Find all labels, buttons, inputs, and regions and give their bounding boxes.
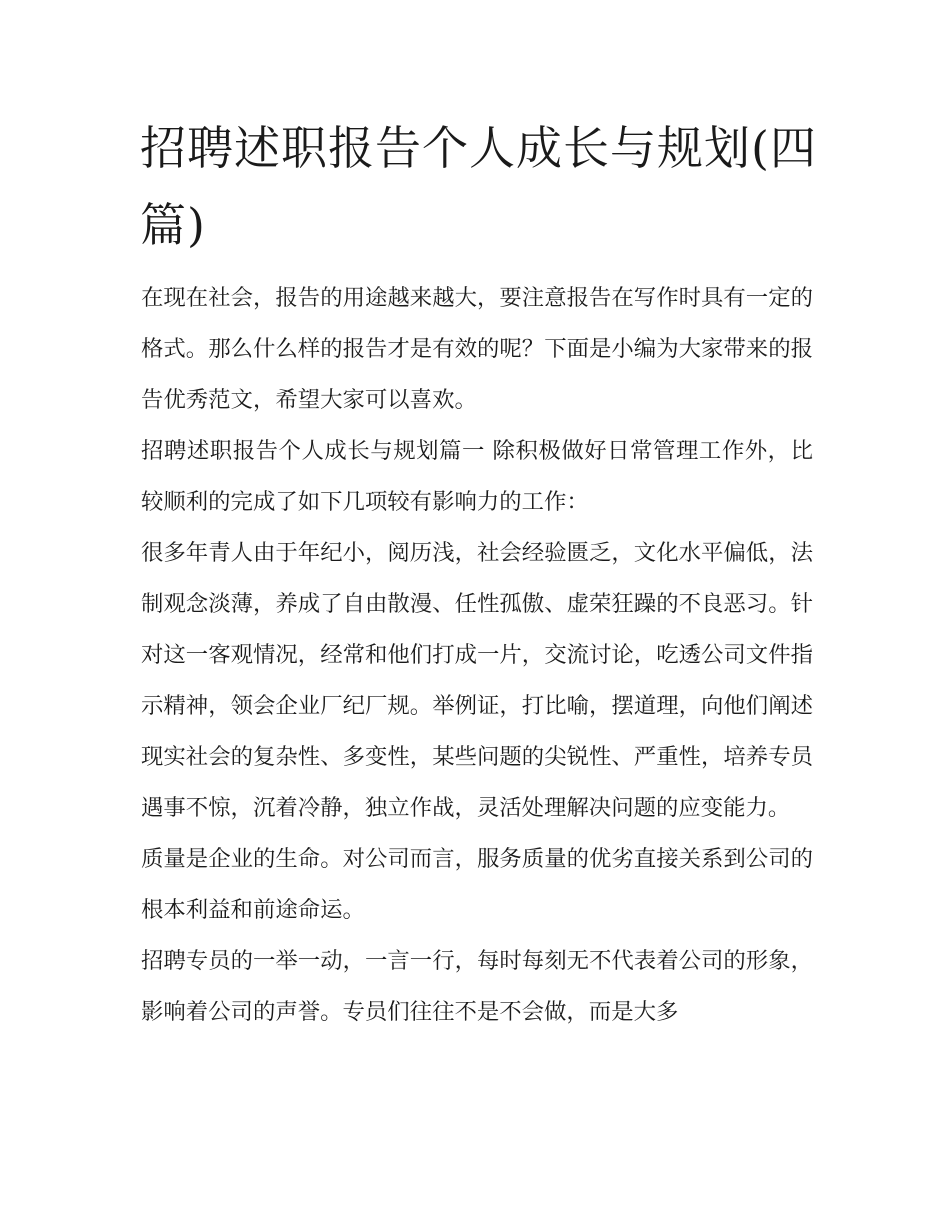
- paragraph-company-image: 招聘专员的一举一动，一言一行，每时每刻无不代表着公司的形象，影响着公司的声誉。专员们往往不是不会做，而是大多: [141, 948, 813, 1025]
- document-body: [141, 273, 813, 1038]
- paragraph-intro: 在现在社会，报告的用途越来越大，要注意报告在写作时具有一定的格式。那么什么样的报告才是有效的呢？下面是小编为大家带来的报告优秀范文，希望大家可以喜欢。: [141, 285, 813, 413]
- paragraph-young-staff: 很多年青人由于年纪小，阅历浅，社会经验匮乏，文化水平偏低，法制观念淡薄，养成了自由散漫、任性孤傲、虚荣狂躁的不良恶习。针对这一客观情况，经常和他们打成一片，交流讨论，吃透公司文件指示精神，领会企业厂纪厂规。举例证，打比喻，摆道理，向他们阐述现实社会的复杂性、多变性，某些问题的尖锐性、严重性，培养专员遇事不惊，沉着冷静，独立作战，灵活处理解决问题的应变能力。: [141, 540, 813, 821]
- paragraph-quality: 质量是企业的生命。对公司而言，服务质量的优劣直接关系到公司的根本利益和前途命运。: [141, 846, 813, 923]
- document-title: 招聘述职报告个人成长与规划(四篇): [140, 121, 817, 252]
- paragraph-section-one: 招聘述职报告个人成长与规划篇一 除积极做好日常管理工作外，比较顺利的完成了如下几项较有影响力的工作：: [141, 438, 813, 515]
